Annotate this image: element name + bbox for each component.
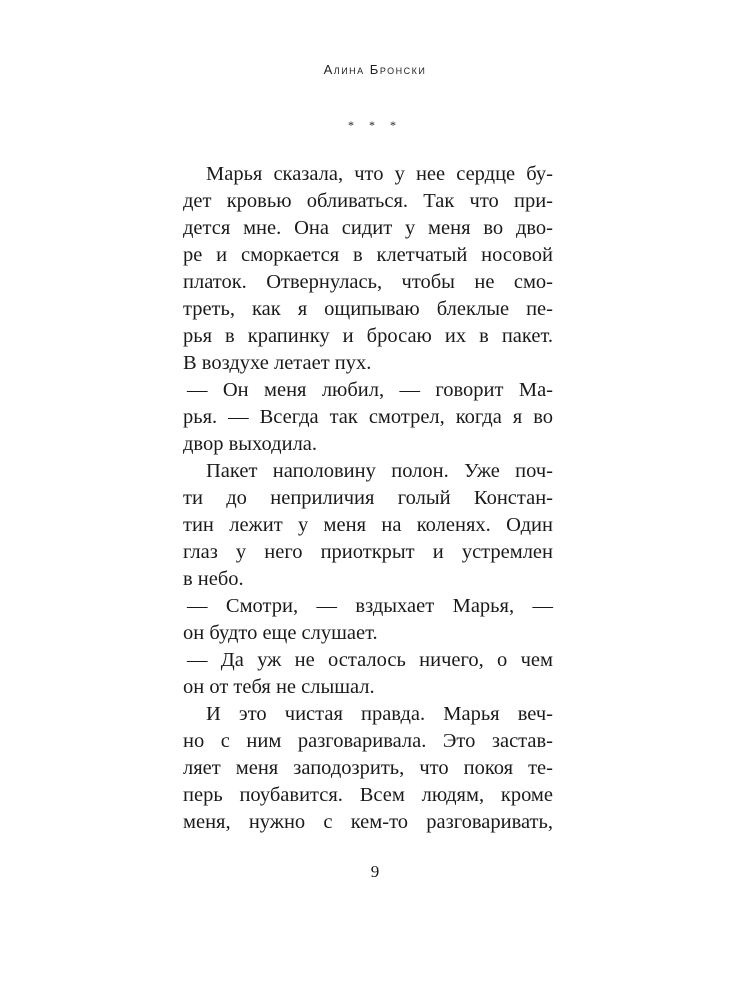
text-line: треть, как я ощипываю блеклые пе- xyxy=(183,298,553,320)
running-header-author: Алина Бронски xyxy=(323,62,427,77)
text-line: И это чистая правда. Марья веч- xyxy=(206,703,553,725)
page-number: 9 xyxy=(370,862,380,881)
text-line: двор выходила. xyxy=(183,433,318,455)
text-line: но с ним разговаривала. Это застав- xyxy=(183,730,553,752)
text-line: рья в крапинку и бросаю их в пакет. xyxy=(183,325,553,347)
body-text xyxy=(183,161,553,836)
text-line: в небо. xyxy=(183,568,244,590)
text-line: перь поубавится. Всем людям, кроме xyxy=(183,784,553,806)
text-line: — Он меня любил, — говорит Ма- xyxy=(187,379,553,401)
text-line: платок. Отвернулась, чтобы не смо- xyxy=(183,271,553,293)
text-line: меня, нужно с кем-то разговаривать, xyxy=(183,811,553,833)
text-line: тин лежит у меня на коленях. Один xyxy=(183,514,553,536)
text-line: ре и сморкается в клетчатый носовой xyxy=(183,244,553,266)
text-line: ляет меня заподозрить, что покоя те- xyxy=(183,757,553,779)
text-line: В воздухе летает пух. xyxy=(183,352,372,374)
text-line: Марья сказала, что у нее сердце бу- xyxy=(206,163,553,185)
text-line: рья. — Всегда так смотрел, когда я во xyxy=(183,406,553,428)
text-line: дет кровью обливаться. Так что при- xyxy=(183,190,553,212)
section-separator: * * * xyxy=(348,118,402,132)
text-line: ти до неприличия голый Констан- xyxy=(183,487,553,509)
text-line: — Смотри, — вздыхает Марья, — xyxy=(187,595,553,617)
text-line: Пакет наполовину полон. Уже поч- xyxy=(206,460,553,482)
text-line: он от тебя не слышал. xyxy=(183,676,375,698)
text-line: — Да уж не осталось ничего, о чем xyxy=(187,649,553,671)
text-line: глаз у него приоткрыт и устремлен xyxy=(183,541,553,563)
text-line: он будто еще слушает. xyxy=(183,622,378,644)
text-line: дется мне. Она сидит у меня во дво- xyxy=(183,217,553,239)
